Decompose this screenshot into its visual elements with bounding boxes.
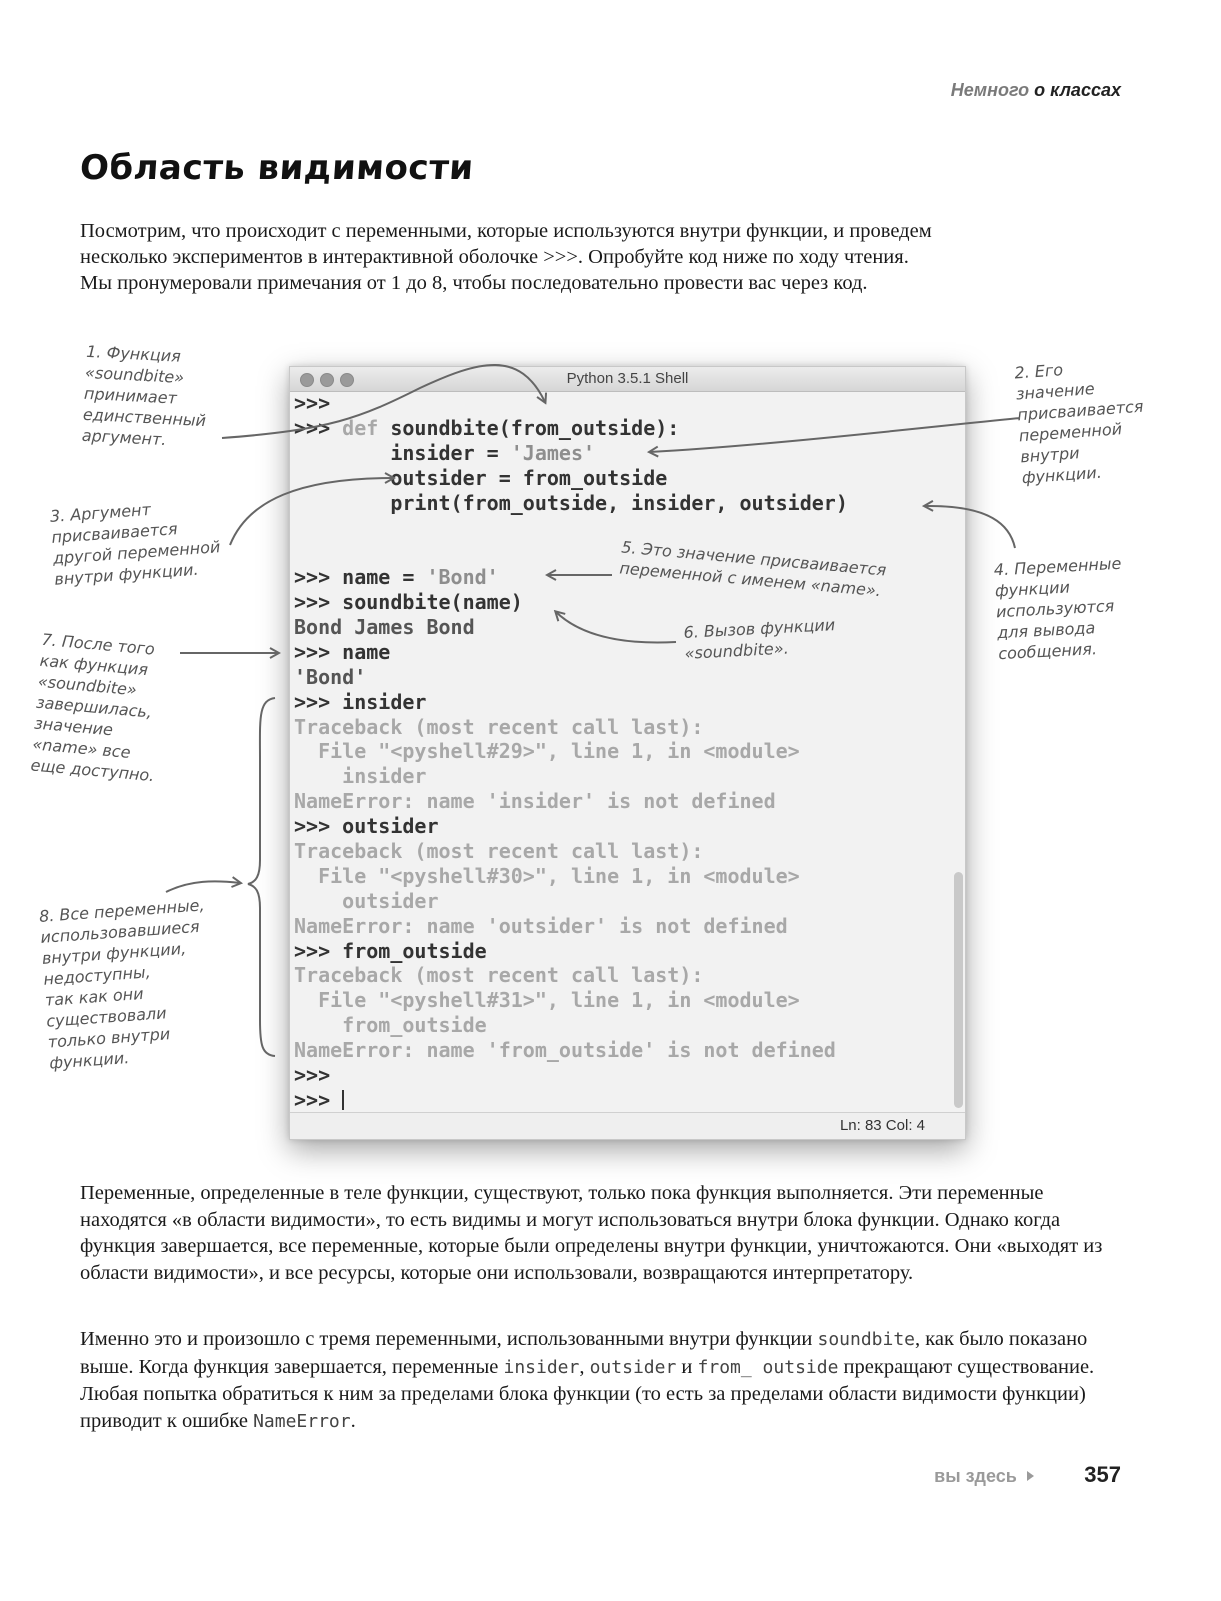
- running-head: [951, 80, 1121, 101]
- code-token: >>>: [294, 1087, 343, 1112]
- code-token: 'James': [510, 440, 596, 465]
- triangle-right-icon: [1027, 1471, 1034, 1481]
- code-line: [294, 988, 947, 1013]
- code-outsider: outsider: [589, 1356, 677, 1378]
- running-head-bold: о классах: [1034, 80, 1121, 100]
- para2-text-3: ,: [579, 1355, 590, 1378]
- note-5: 5. Это значение присваивается переменной с именем «name».: [618, 537, 888, 601]
- code-token: print(from_outside, insider, outsider): [294, 490, 848, 515]
- arrow-note-8: [166, 881, 240, 892]
- note-1: 1. Функция «soundbite» принимает единственный аргумент.: [81, 341, 207, 450]
- code-line: [294, 939, 947, 964]
- para2-text-4: и: [676, 1355, 698, 1378]
- running-head-light: Немного: [950, 80, 1030, 100]
- brace-bracket: [248, 698, 275, 1056]
- code-line: [294, 864, 947, 889]
- code-line: [294, 690, 947, 715]
- code-line: [294, 491, 947, 516]
- code-line: [294, 1088, 947, 1113]
- code-line: [294, 1013, 947, 1038]
- code-line: [294, 1063, 947, 1088]
- intro-paragraph: Посмотрим, что происходит с переменными, которые используются внутри функции, и проведем несколько экспериментов в интерактивной оболочке >>>. Опробуйте код ниже по ходу чтения. Мы пронумеровали примечания от 1 до 8, чтобы последовательно провести вас через код.: [80, 220, 932, 294]
- code-token: >>>: [294, 391, 331, 415]
- note-7: 7. После того как функция «soundbite» завершилась, значение «name» все еще доступно.: [29, 629, 156, 786]
- code-line: [294, 914, 947, 939]
- code-line: [294, 889, 947, 914]
- code-line: [294, 466, 947, 491]
- code-token: 'Bond': [426, 565, 499, 590]
- python-shell-window: [289, 366, 966, 1140]
- code-line: [294, 416, 947, 441]
- code-token: >>> name =: [294, 565, 427, 590]
- code-token: >>> soundbite(name): [294, 590, 523, 615]
- para2-text-6: .: [350, 1409, 356, 1432]
- page-number: 357: [1084, 1462, 1121, 1487]
- code-line: [294, 441, 947, 466]
- shell-code-area[interactable]: [294, 391, 947, 1113]
- para2-text-1: Именно это и произошло с тремя переменными, использованными внутри функции: [80, 1328, 818, 1350]
- code-line: [294, 963, 947, 988]
- code-line: [294, 814, 947, 839]
- code-token: >>> insider: [294, 689, 427, 714]
- code-token: Traceback (most recent call last):: [294, 963, 704, 988]
- code-token: def: [342, 415, 379, 440]
- code-soundbite: soundbite: [817, 1329, 916, 1350]
- code-token: soundbite(from_outside):: [378, 415, 680, 440]
- code-token: File "<pyshell#31>", line 1, in <module>: [294, 988, 800, 1013]
- code-token: >>> from_outside: [294, 938, 487, 963]
- code-line: [294, 515, 947, 540]
- code-token: 'Bond': [294, 664, 367, 689]
- code-token: File "<pyshell#30>", line 1, in <module>: [294, 863, 800, 888]
- note-3: 3. Аргумент присваивается другой переменной внутри функции.: [49, 499, 221, 589]
- code-line: [294, 764, 947, 789]
- text-cursor: [342, 1090, 344, 1110]
- code-token: File "<pyshell#29>", line 1, in <module>: [294, 739, 800, 764]
- note-2: 2. Его значение присваивается переменной внутри функции.: [1013, 360, 1145, 488]
- shell-scrollbar[interactable]: [954, 872, 963, 1108]
- code-line: [294, 640, 947, 665]
- code-token: from_outside: [294, 1013, 487, 1038]
- code-line: [294, 739, 947, 764]
- body-paragraph-2: [80, 1326, 1120, 1435]
- code-token: outsider = from_outside: [294, 465, 668, 490]
- note-4: 4. Переменные функции используются для вывода сообщения.: [993, 553, 1122, 664]
- code-line: [294, 665, 947, 690]
- code-token: insider: [294, 764, 427, 789]
- code-line: [294, 1038, 947, 1063]
- code-token: NameError: name 'insider' is not defined: [294, 789, 776, 814]
- body-paragraph-1: Переменные, определенные в теле функции, существуют, только пока функция выполняется. Эти переменные находятся «в области видимости», то есть видимы и могут использоваться внутри блока функции. Однако когда функция завершается, все переменные, которые были определены внутри функции, уничтожаются. Они «выходят из области видимости», и все ресурсы, которые они использовали, возвращаются интерпретатору.: [80, 1182, 1103, 1284]
- code-line: [294, 715, 947, 740]
- code-token: Bond James Bond: [294, 615, 475, 640]
- page-title: Область видимости: [78, 148, 476, 188]
- code-line: [294, 839, 947, 864]
- you-are-here: [934, 1466, 1034, 1486]
- para2-text-5: прекращают существование. Любая попытка обратиться к ним за пределами блока функции (то есть за пределами области видимости функции) приводит к ошибке: [80, 1355, 1095, 1432]
- you-are-here-label: вы здесь: [934, 1466, 1017, 1486]
- code-token: >>> name: [294, 639, 391, 664]
- code-token: NameError: name 'from_outside' is not defined: [294, 1038, 836, 1063]
- code-insider: insider: [503, 1356, 580, 1378]
- code-nameerror: NameError: [253, 1410, 351, 1432]
- para2-text-2: , как было показано выше. Когда функция завершается, переменные: [80, 1328, 1088, 1378]
- page-footer: [934, 1462, 1121, 1488]
- code-token: >>>: [294, 1063, 331, 1088]
- note-6: 6. Вызов функции «soundbite».: [683, 615, 836, 663]
- code-line: [294, 391, 947, 416]
- note-8: 8. Все переменные, использовавшиеся внутри функции, недоступны, так как они существовали только внутри функции.: [38, 895, 206, 1073]
- code-token: insider =: [294, 440, 511, 465]
- code-line: [294, 789, 947, 814]
- shell-statusbar: [290, 1112, 965, 1139]
- cursor-position: Ln: 83 Col: 4: [839, 1117, 925, 1134]
- code-token: NameError: name 'outsider' is not defined: [294, 913, 788, 938]
- code-token: >>> outsider: [294, 814, 439, 839]
- code-token: >>>: [294, 415, 343, 440]
- code-from-outside: from_ outside: [697, 1356, 839, 1378]
- code-line: [294, 615, 947, 640]
- shell-titlebar: [290, 367, 965, 392]
- code-token: Traceback (most recent call last):: [294, 839, 704, 864]
- shell-window-title: Python 3.5.1 Shell: [566, 370, 689, 387]
- code-token: Traceback (most recent call last):: [294, 714, 704, 739]
- code-token: outsider: [294, 888, 439, 913]
